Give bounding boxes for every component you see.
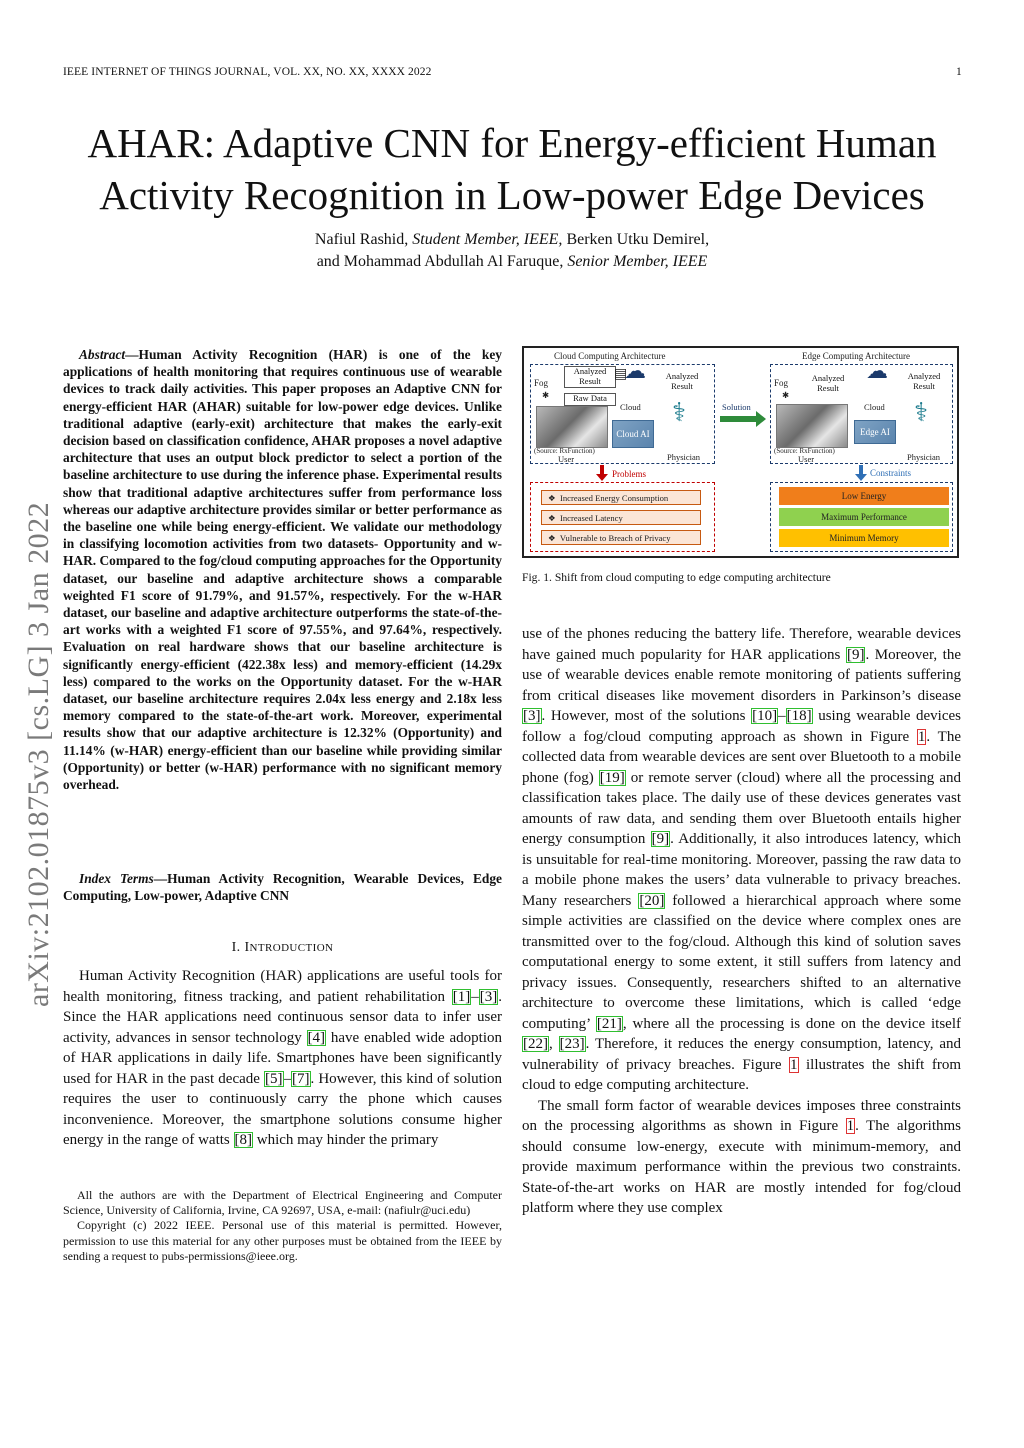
user-label-edge: User (798, 454, 815, 464)
problem-item: ❖ Increased Latency (541, 510, 701, 525)
section-heading-introduction: I. INTRODUCTION (231, 940, 334, 955)
bluetooth-icon: ✱ (542, 390, 550, 400)
author-2: Berken Utku Demirel, (566, 231, 710, 248)
abstract-lead: Abstract (79, 347, 126, 362)
problems-arrow-head (596, 474, 608, 481)
citation-link[interactable]: [21] (596, 1015, 622, 1032)
index-terms-text: —Human Activity Recognition, Wearable Devices, Edge Computing, Low-power, Adaptive CNN (63, 871, 502, 904)
physician-icon-edge: ⚕ (914, 398, 929, 427)
citation-link[interactable]: [9] (651, 831, 670, 847)
figure-1 (522, 346, 959, 558)
citation-link[interactable]: [4] (307, 1029, 326, 1046)
running-header: IEEE INTERNET OF THINGS JOURNAL, VOL. XX, NO. XX, XXXX 2022 (63, 66, 432, 78)
citation-link[interactable]: [3] (479, 988, 498, 1005)
citation-link[interactable]: [9] (846, 646, 865, 663)
citation-link[interactable]: [18] (786, 708, 812, 724)
cloud-label: Cloud (620, 402, 641, 412)
problem-item: ❖ Vulnerable to Breach of Privacy (541, 530, 701, 545)
problem-item: ❖ Increased Energy Consumption (541, 490, 701, 505)
citation-link[interactable]: [23] (559, 1036, 585, 1052)
constraints-panel (770, 482, 953, 552)
solution-arrow-shaft (720, 416, 758, 422)
author-1-role: Student Member, IEEE, (412, 231, 563, 248)
citation-link[interactable]: [10] (752, 708, 778, 724)
edge-panel-title: Edge Computing Architecture (802, 351, 910, 361)
cloud-ai-box: Cloud AI (612, 420, 654, 448)
author-3-role: Senior Member, IEEE (567, 253, 708, 270)
problems-panel (530, 482, 715, 552)
abstract-text: —Human Activity Recognition (HAR) is one of the key applications of health monitoring that requires continuous use of wearable devices to track daily activities. This paper proposes an Adaptive CNN for energy-efficient HAR (AHAR) suitable for low-power edge devices. Unlike traditional adaptive (early-exit) architecture that makes the early-exit decision based on classification confidence, AHAR proposes a novel adaptive architecture that uses an output block predictor to select a portion of the baseline architecture to use during the inference phase. Experimental results show that traditional adaptive architectures suffer from performance loss whereas our adaptive architecture provides similar or better performance as the baseline one while being energy-efficient. We validate our methodology in classifying locomotion activities from two datasets- Opportunity and w-HAR. Compared to the fog/cloud computing approaches for the Opportunity dataset, our baseline and adaptive architecture shows a comparable weighted F1 score of 91.79%, and 91.57%, respectively. For the w-HAR dataset, our baseline and adaptive architecture outperforms the state-of-the-art works with a weighted F1 score of 97.55%, and 97.64%, respectively. Evaluation on real hardware shows that our baseline architecture is significantly energy-efficient (422.38x less) and memory-efficient (14.29x less) compared to the works on the Opportunity dataset. For the w-HAR dataset, our baseline architecture requires 2.04x less energy and 2.18x less memory compared to the state-of-the-art work. Moreover, experimental results show that our adaptive architecture is 12.32% (Opportunity) and 11.14% (w-HAR) energy-efficient than our baseline while providing similar (Opportunity) or better (w-HAR) performance with no significant memory overhead. (63, 347, 502, 793)
citation-link[interactable]: [8] (234, 1132, 253, 1148)
arxiv-stamp: arXiv:2102.01875v3 [cs.LG] 3 Jan 2022 (22, 501, 55, 1007)
physician-icon: ⚕ (672, 398, 687, 427)
author-list (40, 229, 984, 273)
author-3: and Mohammad Abdullah Al Faruque, (316, 253, 564, 270)
index-terms-lead: Index Terms (79, 871, 154, 886)
cloud-label-edge: Cloud (864, 402, 885, 412)
fog-label: Fog (534, 378, 549, 388)
citation-link[interactable]: [1] (452, 988, 471, 1005)
user-label: User (558, 454, 575, 464)
citation-link[interactable]: [7] (292, 1070, 310, 1087)
figure-link[interactable]: 1 (846, 1118, 855, 1134)
citation-link[interactable]: [3] (523, 708, 541, 724)
right-column-text: use of the phones reducing the battery life. Therefore, wearable devices have gained much popularity for HAR applications [9]. Moreover, the use of wearable devices enable remote monitoring of patients suffering from critical diseases like movement disorders in Parkinson’s disease [3]. However, most of the solutions [10]–[18] using wearable devices follow a fog/cloud computing approach as shown in Figure 1. The collected data from wearable devices are sent over Bluetooth to a mobile phone (fog) [19] or remote server (cloud) where all the processing and classification takes place. The daily use of these devices generates vast amounts of raw data, and sending them over Bluetooth entails higher energy consumption [9]. Additionally, it also introduces latency, which is unsuitable for real-time monitoring. Moreover, passing the raw data to a mobile phone makes the users’ data vulnerable to privacy breaches. Many researchers [20] followed a hierarchical approach where some simple activities are classified on the device where complex ones are transmitted over to the fog/cloud. Although this kind of solution saves computational energy to some extent, it still suffers from latency and privacy issues. Consequently, researchers shifted to an alternative architecture to overcome these limitations, which is called ‘edge computing’ [21], where all the processing is done on the device itself [22], [23]. Therefore, it reduces the energy consumption, latency, and vulnerability of privacy breaches. Figure 1 illustrates the shift from cloud to edge computing architecture. The small form factor of wearable devices imposes three constraints on the processing algorithms as shown in Figure 1. The algorithms should consume low-energy, execute with minimum-memory, and provide maximum performance within the previous two constraints. State-of-the-art works on HAR are mostly intended for fog/cloud platform where they use complex (522, 626, 961, 1216)
physician-label: Physician (667, 452, 701, 462)
abstract (63, 346, 502, 793)
analyzed-result-edge-physician: Analyzed Result (902, 372, 946, 392)
footnote (63, 1188, 502, 1264)
citation-link[interactable]: [5] (265, 1070, 283, 1087)
footnote-affiliation: All the authors are with the Department of Electrical Engineering and Computer Science, University of California, Irvine, CA 92697, USA, e-mail: (nafiulr@uci.edu) (63, 1188, 502, 1218)
title-line-1: AHAR: Adaptive CNN for Energy-efficient Human (87, 120, 937, 166)
raw-data-box: Raw Data (564, 393, 616, 406)
solution-arrow-head (756, 411, 766, 427)
bluetooth-icon-edge: ✱ (782, 390, 790, 400)
cloud-panel-title: Cloud Computing Architecture (554, 351, 666, 361)
index-terms (63, 870, 502, 904)
wearable-photo (536, 406, 608, 448)
server-icon: ▤ (614, 367, 628, 382)
intro-paragraph: Human Activity Recognition (HAR) applications are useful tools for health monitoring, fitness tracking, and patient rehabilitation [1]–[3]. Since the HAR applications need continuous sensor data to infer user activity, advances in sensor technology [4] have enabled wide adoption of HAR applications in daily life. Smartphones have been significantly used for HAR in the past decade [5]–[7]. However, this kind of solution requires the user to continuously carry the phone which causes inconvenience. Moreover, the smartphone solutions consume higher energy in the range of watts [8] which may hinder the primary (63, 968, 503, 1148)
solution-label: Solution (722, 402, 751, 412)
constraints-label: Constraints (870, 468, 912, 478)
photo-source-edge: (Source: RxFunction) (774, 447, 835, 455)
constraints-arrow-head (855, 474, 867, 481)
constraint-min-memory: Minimum Memory (779, 529, 949, 547)
edge-ai-box: Edge AI (854, 420, 896, 444)
cloud-icon: ☁ (624, 358, 646, 383)
analyzed-result-edge: Analyzed Result (806, 374, 850, 394)
title-line-2: Activity Recognition in Low-power Edge Devices (99, 172, 925, 218)
author-1: Nafiul Rashid, (314, 231, 409, 248)
footnote-copyright: Copyright (c) 2022 IEEE. Personal use of this material is permitted. However, permission to use this material for any other purposes must be obtained from the IEEE by sending a request to pubs-permissions@ieee.org. (63, 1218, 502, 1263)
fog-label-edge: Fog (774, 378, 789, 388)
paper-title (40, 117, 984, 221)
problems-label: Problems (612, 469, 647, 479)
analyzed-result-box: Analyzed Result (564, 366, 616, 388)
physician-label-edge: Physician (907, 452, 941, 462)
analyzed-result-physician: Analyzed Result (660, 372, 704, 392)
constraint-max-performance: Maximum Performance (779, 508, 949, 526)
figure-link[interactable]: 1 (790, 1056, 798, 1073)
photo-source: (Source: RxFunction) (534, 447, 595, 455)
constraint-low-energy: Low Energy (779, 487, 949, 505)
cloud-icon-edge: ☁ (866, 358, 888, 383)
figure-caption: Fig. 1. Shift from cloud computing to edge computing architecture (522, 571, 831, 584)
wearable-photo-edge (776, 404, 848, 448)
citation-link[interactable]: [22] (523, 1036, 548, 1052)
page-number: 1 (956, 66, 962, 78)
citation-link[interactable]: [20] (639, 892, 665, 909)
citation-link[interactable]: [19] (599, 769, 625, 786)
figure-link[interactable]: 1 (917, 728, 926, 745)
